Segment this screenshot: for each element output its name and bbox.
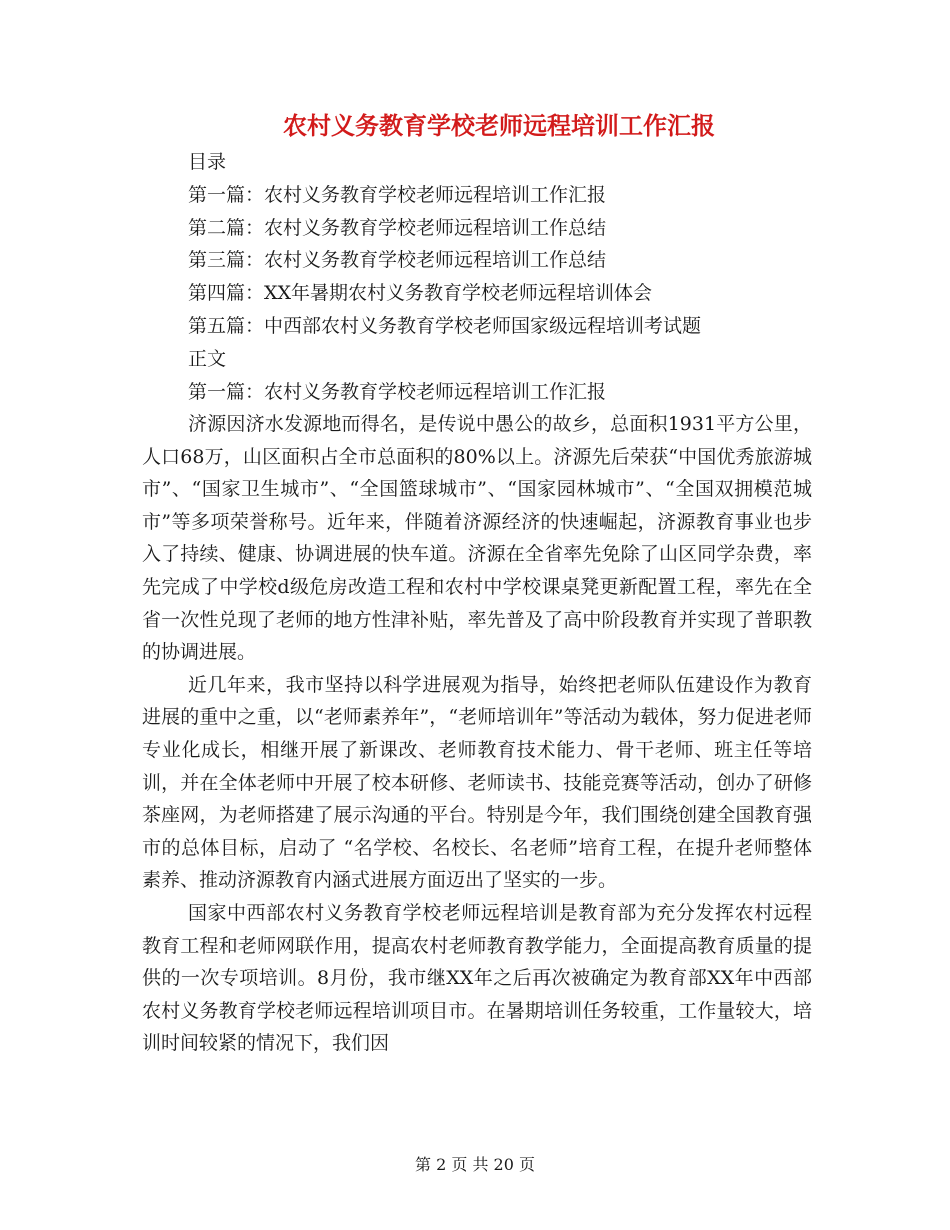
toc-item-2: 第二篇：农村义务教育学校老师远程培训工作总结 bbox=[188, 216, 607, 239]
table-of-contents bbox=[188, 146, 701, 408]
document-body bbox=[142, 408, 812, 1060]
paragraph-3: 国家中西部农村义务教育学校老师远程培训是教育部为充分发挥农村远程教育工程和老师网联作用，提高农村老师教育教学能力，全面提高教育质量的提供的一次专项培训。8月份，我市继XX年之后再次被确定为教育部XX年中西部农村义务教育学校老师远程培训项目市。在暑期培训任务较重，工作量较大，培训时间较紧的情况下，我们因 bbox=[142, 901, 812, 1055]
body-heading: 正文 bbox=[188, 347, 227, 370]
paragraph-1: 济源因济水发源地而得名，是传说中愚公的故乡，总面积1931平方公里，人口68万，山区面积占全市总面积的80%以上。济源先后荣获“中国优秀旅游城市”、“国家卫生城市”、“全国篮球城市”、“国家园林城市”、“全国双拥模范城市”等多项荣誉称号。近年来，伴随着济源经济的快速崛起，济源教育事业也步入了持续、健康、协调进展的快车道。济源在全省率先免除了山区同学杂费，率先完成了中学校d级危房改造工程和农村中学校课桌凳更新配置工程，率先在全省一次性兑现了老师的地方性津补贴，率先普及了高中阶段教育并实现了普职教的协调进展。 bbox=[142, 413, 812, 664]
toc-item-3: 第三篇：农村义务教育学校老师远程培训工作总结 bbox=[188, 249, 607, 272]
toc-item-4: 第四篇：XX年暑期农村义务教育学校老师远程培训体会 bbox=[188, 282, 653, 305]
paragraph-2: 近几年来，我市坚持以科学进展观为指导，始终把老师队伍建设作为教育进展的重中之重，以“老师素养年”，“老师培训年”等活动为载体，努力促进老师专业化成长，相继开展了新课改、老师教育技术能力、骨干老师、班主任等培训，并在全体老师中开展了校本研修、老师读书、技能竞赛等活动，创办了研修茶座网，为老师搭建了展示沟通的平台。特别是今年，我们围绕创建全国教育强市的总体目标，启动了 “名学校、名校长、名老师”培育工程，在提升老师整体素养、推动济源教育内涵式进展方面迈出了坚实的一步。 bbox=[142, 673, 812, 892]
page-footer: 第 2 页 共 20 页 bbox=[415, 1155, 535, 1174]
section-heading: 第一篇：农村义务教育学校老师远程培训工作汇报 bbox=[188, 380, 607, 403]
toc-heading: 目录 bbox=[188, 151, 227, 173]
document-title: 农村义务教育学校老师远程培训工作汇报 bbox=[283, 112, 715, 140]
toc-item-1: 第一篇：农村义务教育学校老师远程培训工作汇报 bbox=[188, 183, 607, 206]
toc-item-5: 第五篇：中西部农村义务教育学校老师国家级远程培训考试题 bbox=[188, 314, 702, 337]
